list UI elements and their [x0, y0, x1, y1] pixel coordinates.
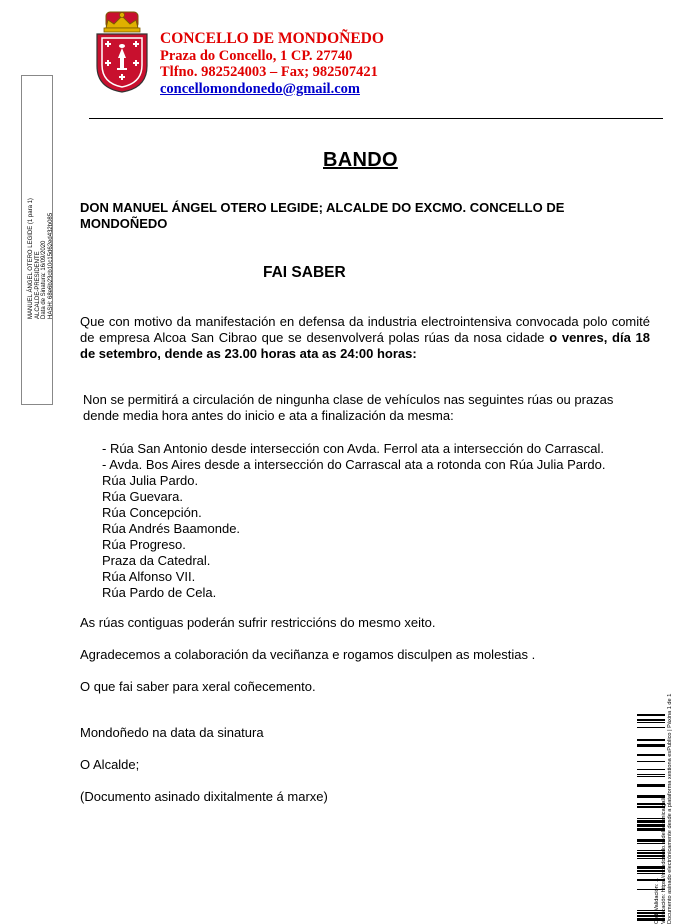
- list-item: Rúa Concepción.: [102, 505, 202, 520]
- verification-url: Verificación: https://mondonedo.sedelectronica.gal/: [660, 797, 667, 924]
- signer-name: MANUEL ÁNGEL OTERO LEGIDE (1 para 1): [28, 198, 34, 319]
- list-item: Rúa Guevara.: [102, 489, 183, 504]
- list-item: Rúa Progreso.: [102, 537, 186, 552]
- list-item: - Avda. Bos Aires desde a intersección do Carrascal ata a rotonda con Rúa Julia Pardo.: [102, 457, 606, 472]
- header-divider: [89, 118, 663, 119]
- list-item: Praza da Catedral.: [102, 553, 211, 568]
- knowledge-note: O que fai saber para xeral coñecemento.: [80, 679, 316, 694]
- verification-platform: Documento asinado electrónicamente desde a plataforma xestiona esPublico | Páxina 1 de 1: [667, 693, 674, 924]
- org-email-link[interactable]: concellomondonedo@gmail.com: [160, 80, 360, 97]
- fai-saber-heading: FAI SABER: [263, 264, 346, 281]
- place-date: Mondoñedo na data da sinatura: [80, 725, 264, 740]
- verification-code: Cod. Validación: ...: [654, 877, 660, 924]
- thanks-note: Agradecemos a colaboración da veciñanza e rogamos disculpen as molestias .: [80, 647, 536, 662]
- letterhead: [160, 31, 384, 97]
- contiguous-streets-note: As rúas contiguas poderán sufrir restriccións do mesmo xeito.: [80, 615, 436, 630]
- list-item: Rúa Alfonso VII.: [102, 569, 196, 584]
- intro-text: Que con motivo da manifestación en defensa da industria electrointensiva convocada polo comité de empresa Alcoa San Cibrao que se desenvolverá polas rúas da nosa cidade: [80, 314, 650, 345]
- org-phone: Tlfno. 982524003 – Fax; 982507421: [160, 64, 378, 80]
- intro-date-bold: o venres, día 18 de setembro, dende as 23.00 horas ata as 24:00 horas:: [80, 330, 650, 361]
- document-title: BANDO: [323, 149, 398, 171]
- org-address: Praza do Concello, 1 CP. 27740: [160, 47, 353, 64]
- list-item: Rúa Julia Pardo.: [102, 473, 199, 488]
- org-name: CONCELLO DE MONDOÑEDO: [160, 30, 384, 47]
- signature-date: Data de Sinatura: 16/09/2020: [41, 240, 48, 319]
- intro-paragraph: [80, 314, 650, 362]
- signer-role: ALCALDE-PRESIDENTE: [34, 251, 41, 319]
- list-item: - Rúa San Antonio desde intersección con Avda. Ferrol ata a intersección do Carrascal.: [102, 441, 604, 456]
- list-item: Rúa Pardo de Cela.: [102, 585, 217, 600]
- street-list: [102, 441, 605, 601]
- digital-signature-note: (Documento asinado dixitalmente á marxe): [80, 789, 328, 804]
- coat-of-arms-logo: [92, 10, 152, 94]
- prohibition-paragraph: Non se permitirá a circulación de ningunha clase de vehículos nas seguintes rúas ou prazas dende media hora antes do inicio e ata a finalización da mesma:: [83, 392, 614, 423]
- list-item: Rúa Andrés Baamonde.: [102, 521, 241, 536]
- issuer-heading: DON MANUEL ÁNGEL OTERO LEGIDE; ALCALDE DO EXCMO. CONCELLO DE MONDOÑEDO: [80, 200, 565, 231]
- signer-title: O Alcalde;: [80, 757, 140, 772]
- signature-hash: HASH: 68e6b23cb10c15d62ed432b085: [48, 212, 55, 319]
